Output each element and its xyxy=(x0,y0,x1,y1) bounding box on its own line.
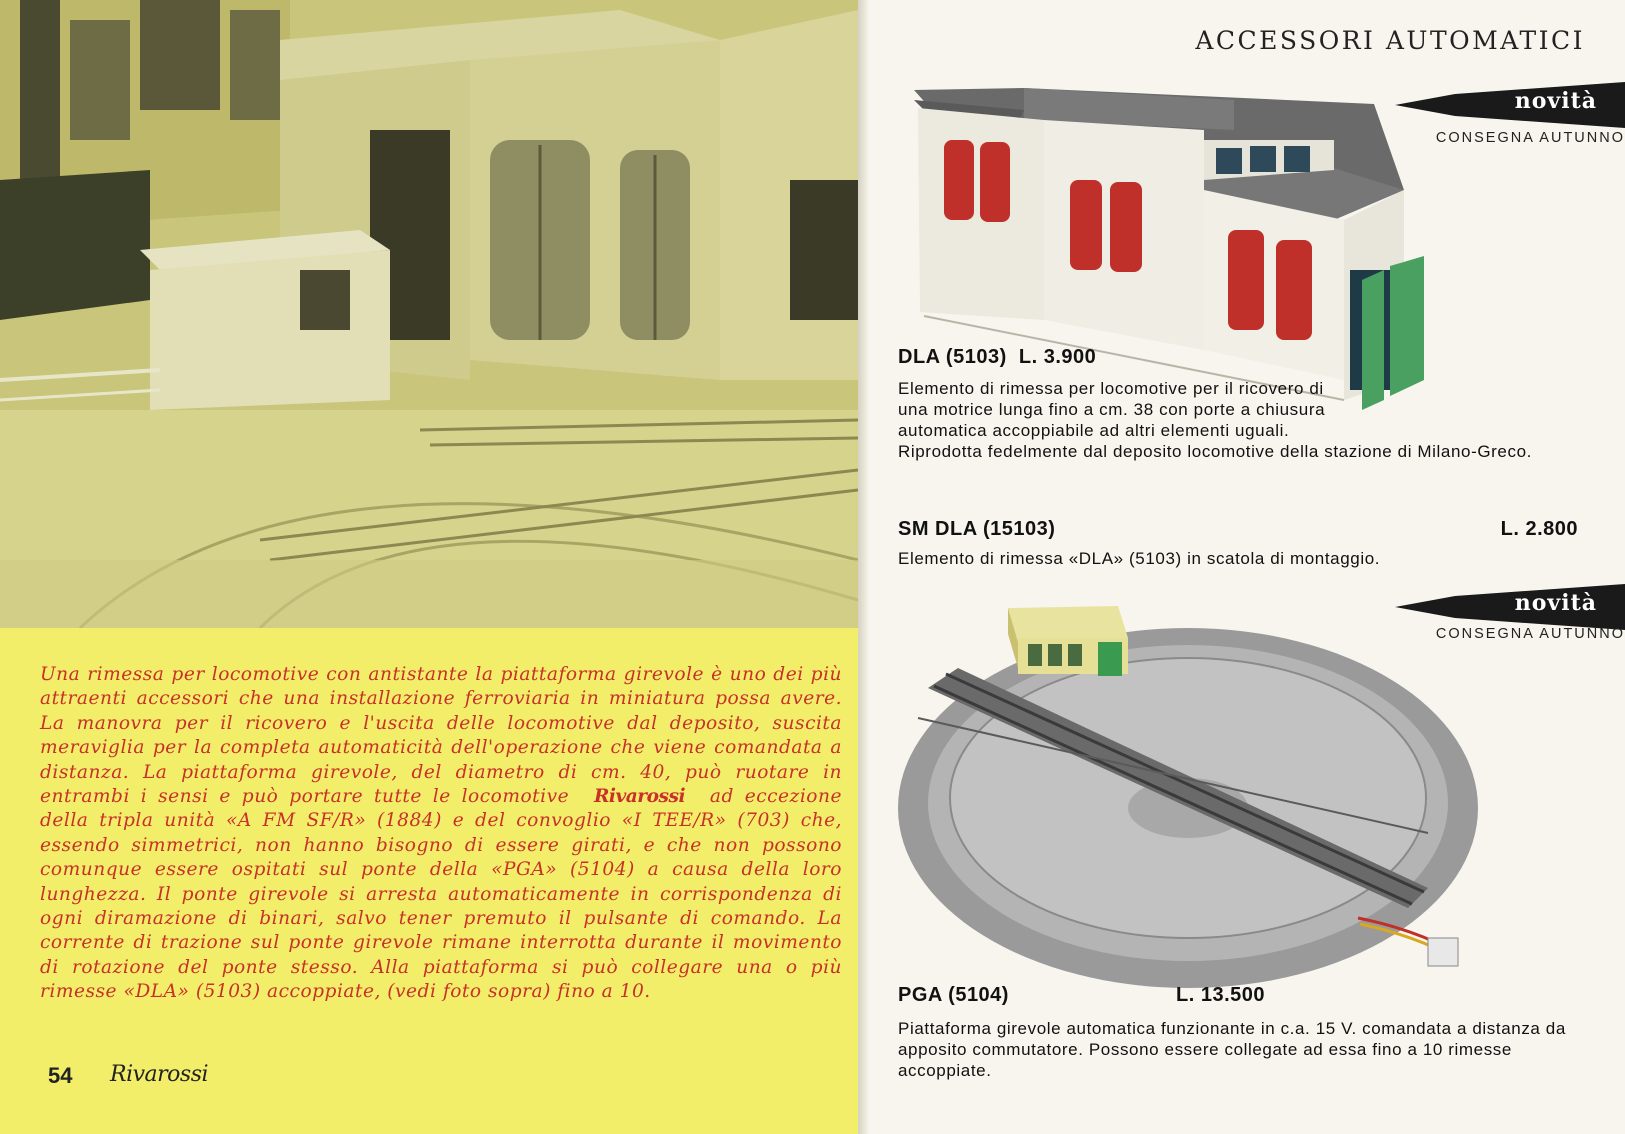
book-spine xyxy=(858,0,868,1134)
illustration-spacer xyxy=(1338,378,1578,441)
brand-logo-inline: Rivarossi xyxy=(593,786,686,808)
brand-logo-footer: Rivarossi xyxy=(110,1062,209,1087)
roundhouse-photo-drawing xyxy=(0,0,858,628)
novita-label: novità xyxy=(1514,590,1597,616)
novita-badge-1 xyxy=(1395,82,1625,128)
turntable-drawing xyxy=(888,598,1478,998)
product-dla-code: DLA (5103) xyxy=(898,346,1007,368)
turntable-illustration xyxy=(888,598,1478,998)
novita-label: novità xyxy=(1514,88,1597,114)
product-dla-description-text: Elemento di rimessa per locomotive per il ricovero di una motrice lunga fino a cm. 38 con porte a chiusura automatica accoppiabile ad altri elementi uguali. Riprodotta fedelmente dal deposito locomotive della stazione di Milano-Greco. xyxy=(898,379,1532,461)
product-pga-price: L. 13.500 xyxy=(1176,984,1266,1006)
product-sm-dla-code: SM DLA (15103) xyxy=(898,518,1056,540)
product-dla-price: L. 3.900 xyxy=(1018,346,1097,368)
page-number: 54 xyxy=(48,1063,73,1088)
product-dla-description xyxy=(898,378,1578,506)
delivery-note-2: CONSEGNA AUTUNNO xyxy=(1435,626,1625,642)
intro-text-part1: Una rimessa per locomotive con antistante la piattaforma girevole è uno dei più attraenti accessori che una installazione ferroviaria in miniatura possa avere. La manovra per il ricovero e l'uscita delle locomotive dal deposito, suscita meraviglia per la completa automaticità dell'operazione che viene comandata a distanza. La piattaforma girevole, del diametro di cm. 40, può ruotare in entrambi i sensi e può portare tutte le locomotive xyxy=(40,664,842,808)
right-page xyxy=(868,0,1625,1134)
product-sm-dla-price: L. 2.800 xyxy=(1500,518,1578,540)
roundhouse-photo xyxy=(0,0,858,628)
section-title: ACCESSORI AUTOMATICI xyxy=(1195,26,1585,55)
product-sm-dla-description: Elemento di rimessa «DLA» (5103) in scatola di montaggio. xyxy=(898,549,1381,568)
intro-paragraph xyxy=(40,663,842,1005)
product-pga-description: Piattaforma girevole automatica funzionante in c.a. 15 V. comandata a distanza da apposito commutatore. Possono essere collegate ad essa fino a 10 rimesse accoppiate. xyxy=(898,1019,1566,1080)
product-pga-code: PGA (5104) xyxy=(898,984,1009,1006)
intro-text-part2: ad eccezione della tripla unità «A FM SF/R» (1884) e del convoglio «I TEE/R» (703) che, essendo simmetrici, non hanno bisogno di essere girati, e che non possono comunque essere ospitati sul ponte della «PGA» (5104) a causa della loro lunghezza. Il ponte girevole si arresta automaticamente in corrispondenza di ogni diramazione di binari, salvo tener premuto il pulsante di comando. La corrente di trazione sul ponte girevole rimane interrotta durante il movimento di rotazione del ponte stesso. Alla piattaforma si può collegare una o più rimesse «DLA» (5103) accoppiate, (vedi foto sopra) fino a 10. xyxy=(40,786,842,1003)
delivery-note-1: CONSEGNA AUTUNNO xyxy=(1435,130,1625,146)
product-dla-header xyxy=(898,346,1096,369)
